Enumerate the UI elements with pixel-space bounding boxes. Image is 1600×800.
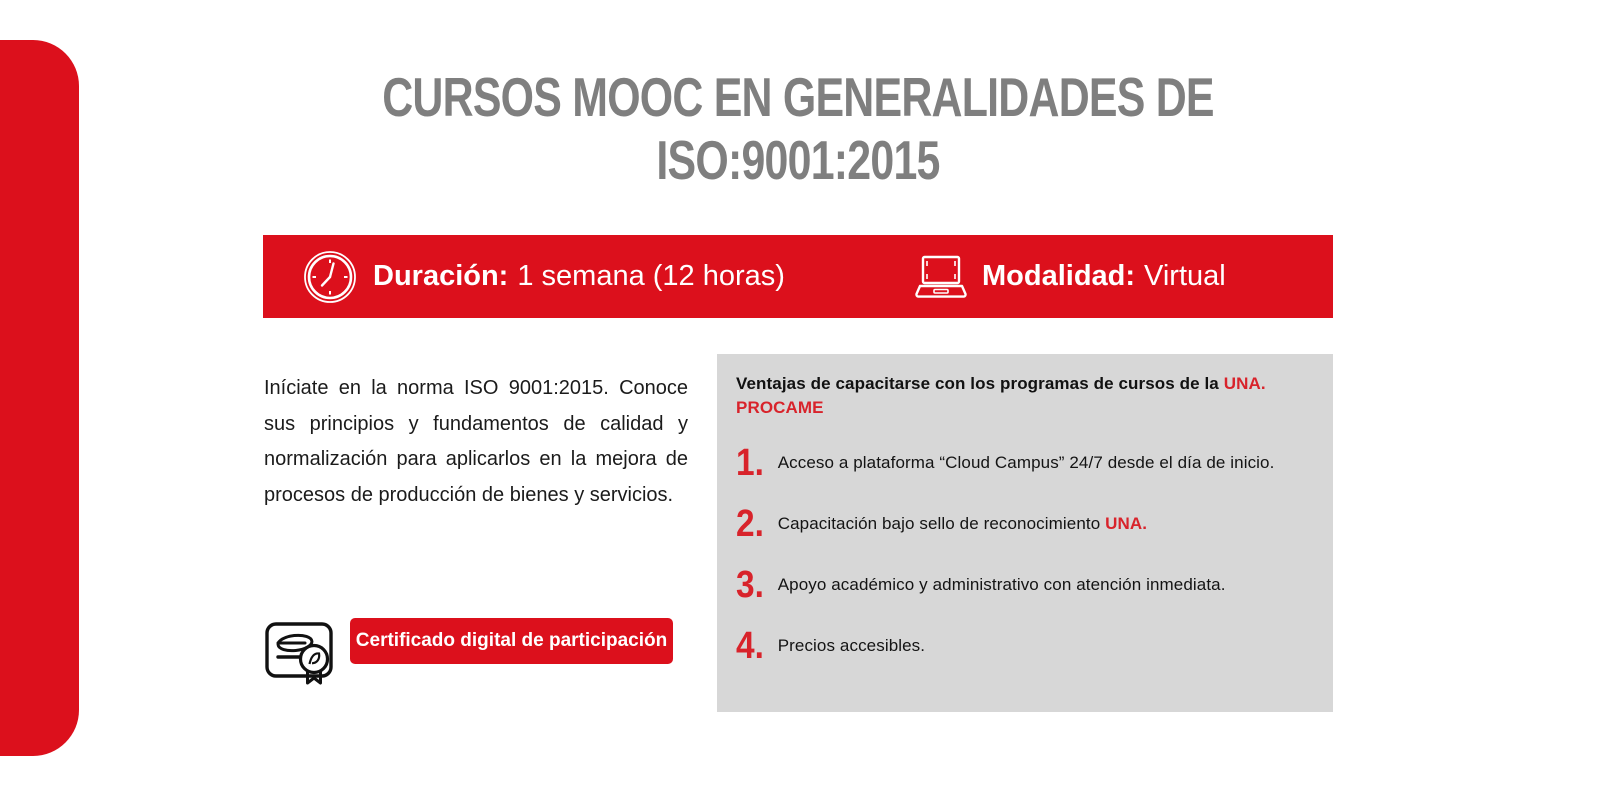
benefit-text-2 — [778, 514, 1147, 534]
course-description: Iníciate en la norma ISO 9001:2015. Conoce sus principios y fundamentos de calidad y normalización para aplicarlos en la mejora de procesos de producción de bienes y servicios. — [264, 377, 688, 506]
certificate-icon — [261, 610, 343, 692]
page-title — [381, 66, 1216, 192]
benefit-text-4-body: Precios accesibles. — [777, 636, 926, 655]
duration-label: Duración: — [373, 260, 509, 292]
duration-value: 1 semana (12 horas) — [517, 260, 785, 292]
benefit-text-1 — [778, 453, 1275, 473]
duration-text — [373, 260, 785, 293]
certificate-button[interactable] — [350, 618, 673, 664]
left-accent-bar — [0, 40, 79, 756]
modality-label: Modalidad: — [982, 260, 1136, 292]
info-banner — [263, 235, 1333, 318]
benefit-number-1: 1. — [736, 442, 764, 484]
modality-text — [982, 260, 1226, 293]
benefit-text-3 — [778, 575, 1226, 595]
benefit-number-2: 2. — [736, 503, 764, 545]
benefit-item-2 — [736, 501, 1314, 547]
benefit-item-1 — [736, 440, 1314, 486]
benefit-number-4: 4. — [736, 625, 764, 667]
duration-group — [303, 235, 785, 318]
benefit-number-3: 3. — [736, 564, 764, 606]
benefit-text-1-body: Acceso a plataforma “Cloud Campus” 24/7 desde el día de inicio. — [777, 453, 1275, 472]
modality-value: Virtual — [1144, 260, 1226, 292]
benefit-text-3-body: Apoyo académico y administrativo con atención inmediata. — [777, 575, 1226, 594]
benefit-item-4 — [736, 623, 1314, 669]
page-title-line1: CURSOS MOOC EN GENERALIDADES DE — [382, 66, 1214, 128]
benefit-text-2-body: Capacitación bajo sello de reconocimiento — [777, 514, 1106, 533]
benefits-heading-prefix: Ventajas de capacitarse con los programas de cursos de la — [736, 374, 1224, 393]
benefits-heading-procame: PROCAME — [736, 398, 824, 417]
benefits-heading — [736, 372, 1314, 420]
benefits-heading-una: UNA. — [1223, 374, 1266, 393]
benefits-panel — [717, 354, 1333, 712]
benefit-text-2-highlight: UNA. — [1105, 514, 1148, 533]
benefit-text-4 — [778, 636, 925, 656]
benefit-item-3 — [736, 562, 1314, 608]
modality-group — [911, 235, 1226, 318]
certificate-button-label: Certificado digital de participación — [355, 630, 668, 651]
laptop-icon — [911, 253, 969, 301]
clock-icon — [303, 250, 357, 304]
page-title-line2: ISO:9001:2015 — [656, 129, 940, 191]
